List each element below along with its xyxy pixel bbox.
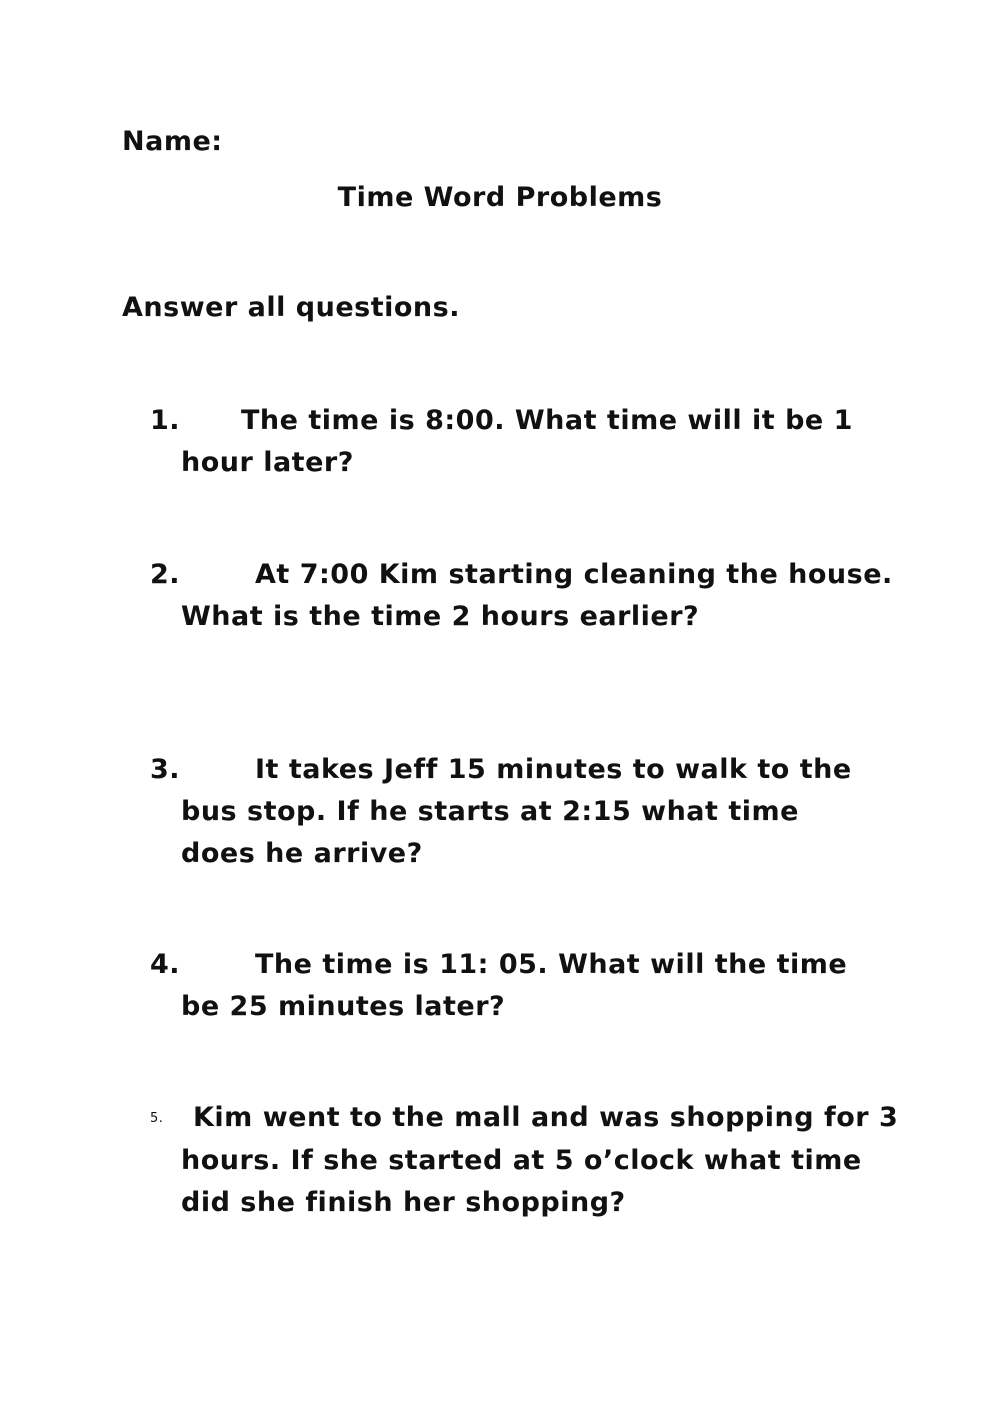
question-line <box>150 944 870 986</box>
question-2 <box>150 554 893 638</box>
question-text: does he arrive? <box>181 838 423 869</box>
question-text: Kim went to the mall and was shopping for 3 <box>193 1102 899 1133</box>
page-title: Time Word Problems <box>337 182 663 213</box>
question-number: 5. <box>150 1110 164 1126</box>
question-text: hour later? <box>181 447 354 478</box>
question-number: 2. <box>150 559 181 590</box>
question-text: The time is 11: 05. What will the time <box>255 949 848 980</box>
name-label: Name: <box>122 126 223 157</box>
question-text: be 25 minutes later? <box>181 991 506 1022</box>
question-line <box>150 1097 899 1140</box>
question-line <box>150 400 870 442</box>
question-text: hours. If she started at 5 o’clock what time <box>181 1144 862 1176</box>
question-number: 1. <box>150 405 181 436</box>
question-number: 3. <box>150 754 181 785</box>
question-text: The time is 8:00. What time will it be 1 <box>241 405 853 436</box>
question-text: bus stop. If he starts at 2:15 what time <box>181 796 799 827</box>
question-4 <box>150 944 870 1028</box>
question-text: What is the time 2 hours earlier? <box>181 601 700 632</box>
question-line <box>150 554 893 596</box>
question-text: At 7:00 Kim starting cleaning the house. <box>255 559 893 590</box>
instructions: Answer all questions. <box>122 292 460 323</box>
question-5 <box>150 1097 899 1224</box>
question-number: 4. <box>150 949 181 980</box>
question-text: did she finish her shopping? <box>181 1186 626 1218</box>
question-1 <box>150 400 870 484</box>
question-line <box>150 749 870 791</box>
question-3 <box>150 749 870 875</box>
question-text: It takes Jeff 15 minutes to walk to the <box>255 754 852 785</box>
